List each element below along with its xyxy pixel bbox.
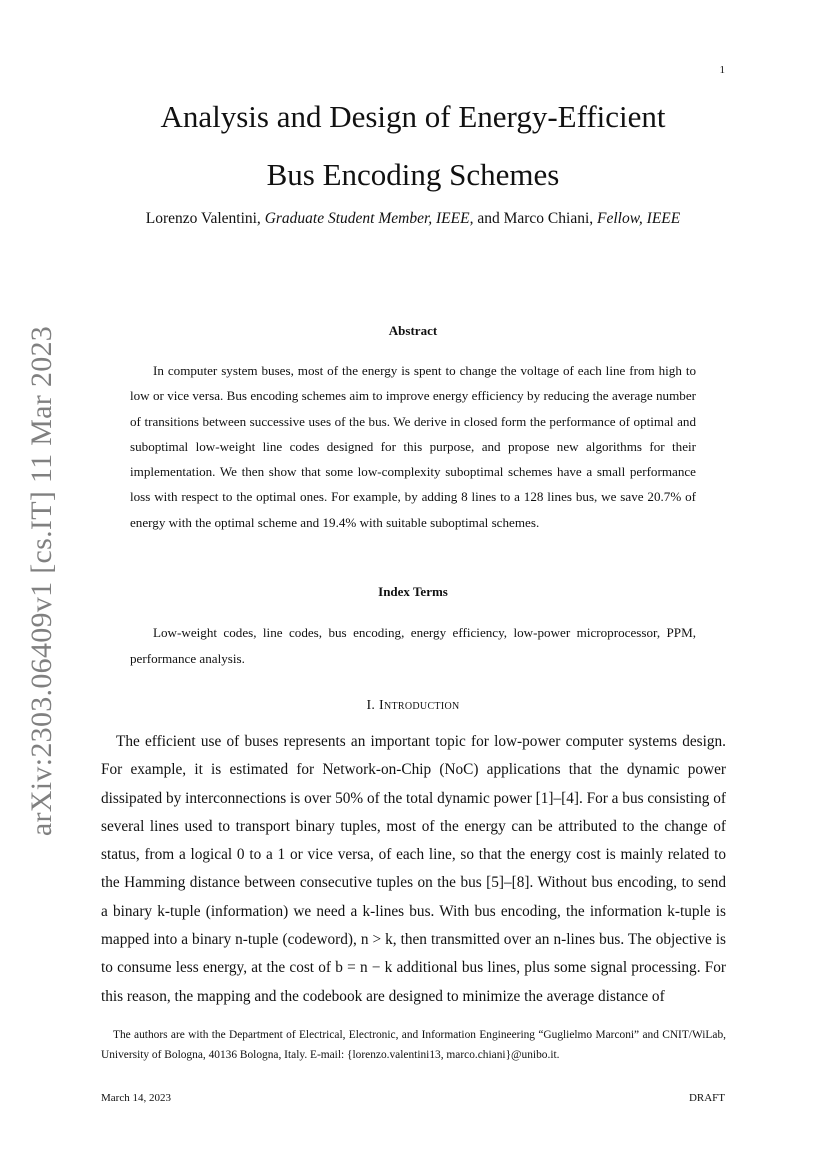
author-affiliation-footnote: The authors are with the Department of Electrical, Electronic, and Information Engineering “Guglielmo Marconi” and CNIT/WiLab, University of Bologna, 40136 Bologna, Italy. E-mail: {lorenzo.valentini13, marco.chiani}@unibo.it. <box>101 1029 726 1061</box>
author-1-name: Lorenzo Valentini, <box>145 210 261 227</box>
paper-title <box>0 88 826 204</box>
index-terms-heading: Index Terms <box>378 584 448 599</box>
introduction-text: The efficient use of buses represents an important topic for low-power computer systems design. For example, it is estimated for Network-on-Chip (NoC) applications that the dynamic power dissipated by interconnections is over 50% of the total dynamic power [1]–[4]. For a bus consisting of several lines used to transport binary tuples, most of the energy can be attributed to the change of status, from a logical 0 to a 1 or vice versa, of each line, so that the energy cost is mainly related to the Hamming distance between consecutive tuples on the bus [5]–[8]. Without bus encoding, to send a binary k-tuple (information) we need a k-lines bus. With bus encoding, the information k-tuple is mapped into a binary n-tuple (codeword), n > k, then transmitted over an n-lines bus. The objective is to consume less energy, at the cost of b = n − k additional bus lines, plus some signal processing. For this reason, the mapping and the codebook are designed to minimize the average distance of <box>101 733 726 1005</box>
index-terms-text: Low-weight codes, line codes, bus encoding, energy efficiency, low-power microprocessor, PPM, performance analysis. <box>130 625 696 666</box>
arxiv-identifier-text: arXiv:2303.06409v1 [cs.IT] 11 Mar 2023 <box>25 325 59 837</box>
introduction-heading: I. Introduction <box>366 698 460 713</box>
author-line <box>0 210 826 228</box>
arxiv-identifier-stamp <box>16 325 68 837</box>
page-number: 1 <box>719 64 725 76</box>
author-2-name: Marco Chiani, <box>503 210 594 227</box>
footer-date: March 14, 2023 <box>101 1092 171 1104</box>
footer-draft-label: DRAFT <box>688 1092 725 1104</box>
author-1-affiliation: Graduate Student Member, IEEE, <box>264 210 474 227</box>
paper-title-line-1: Analysis and Design of Energy-Efficient <box>160 99 666 134</box>
author-2-affiliation: Fellow, IEEE <box>597 210 681 227</box>
author-conjunction: and <box>477 210 500 227</box>
abstract-heading: Abstract <box>388 323 438 338</box>
abstract-text: In computer system buses, most of the energy is spent to change the voltage of each line from high to low or vice versa. Bus encoding schemes aim to improve energy efficiency by reducing the average number of transitions between successive uses of the bus. We derive in closed form the performance of optimal and suboptimal low-weight line codes designed for this purpose, and propose new algorithms for their implementation. We then show that some low-complexity suboptimal schemes have a small performance loss with respect to the optimal ones. For example, by adding 8 lines to a 128 lines bus, we save 20.7% of energy with the optimal scheme and 19.4% with suitable suboptimal schemes. <box>130 363 696 530</box>
paper-title-line-2: Bus Encoding Schemes <box>266 157 560 192</box>
